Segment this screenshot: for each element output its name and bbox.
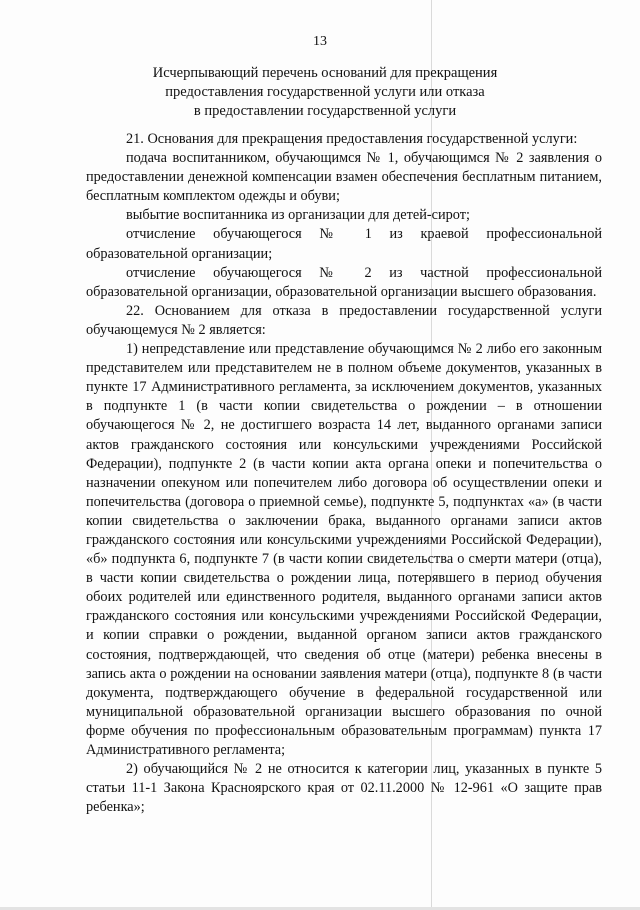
paragraph-termination-ground: отчисление обучающегося № 2 из частной профессиональной образовательной организации, образовательной организации высшего образования. — [86, 264, 602, 300]
paragraph-refusal-ground-2: 2) обучающийся № 2 не относится к категории лиц, указанных в пункте 5 статьи 11-1 Закона Красноярского края от 02.11.2000 № 12-961 «О защите прав ребенка»; — [86, 761, 602, 816]
paragraph-termination-ground: подача воспитанником, обучающимся № 1, обучающимся № 2 заявления о предоставлении денежной компенсации взамен обеспечения бесплатным питанием, бесплатным комплектом одежды и обуви; — [86, 150, 602, 205]
page-number: 13 — [313, 34, 327, 49]
paragraph-21-header: 21. Основания для прекращения предоставления государственной услуги: — [126, 131, 578, 147]
paragraph-termination-ground: отчисление обучающегося № 1 из краевой профессиональной образовательной организации; — [86, 226, 602, 262]
heading-line: Исчерпывающий перечень оснований для прекращения — [152, 65, 498, 81]
heading-line: предоставления государственной услуги или отказа — [165, 84, 485, 100]
paragraph-refusal-ground-1: 1) непредставление или представление обучающимся № 2 либо его законным представителем или представителем не в полном объеме документов, указанных в пункте 17 Административного регламента, за исключением документов, указанных в подпункте 1 (в части копии свидетельства о рождении – в отношении обучающегося № 2, не достигшего возраста 14 лет, выданного органами записи актов гражданского состояния или консульскими учреждениями Российской Федерации), подпункте 2 (в части копии акта органа опеки и попечительства о назначении опекуном или попечителем либо договора об осуществлении опеки и попечительства (договора о приемной семье), подпункте 5, подпунктах «а» (в части копии свидетельства о заключении брака, выданного органами записи актов гражданского состояния или консульскими учреждениями Российской Федерации), «б» подпункта 6, подпункте 7 (в части копии свидетельства о смерти матери (отца), в части копии свидетельства о рождении лица, потерявшего в период обучения обоих родителей или единственного родителя, выданного органами записи актов гражданского состояния или консульскими учреждениями Российской Федерации, и копии справки о рождении, выданной органом записи актов гражданского состояния, подтверждающей, что сведения об отце (матери) ребенка внесены в запись акта о рождении на основании заявления матери (отца), подпункте 8 (в части документа, подтверждающего обучение в федеральной государственной или муниципальной образовательной организации высшего образования по очной форме обучения по профессиональным образовательным программам) пункта 17 Административного регламента; — [86, 341, 602, 758]
section-heading — [90, 64, 560, 121]
heading-line: в предоставлении государственной услуги — [193, 103, 457, 119]
paragraph-termination-ground: выбытие воспитанника из организации для детей-сирот; — [126, 207, 470, 224]
paragraph-22-header: 22. Основанием для отказа в предоставлении государственной услуги обучающемуся № 2 является: — [86, 302, 602, 338]
document-body — [86, 130, 602, 817]
